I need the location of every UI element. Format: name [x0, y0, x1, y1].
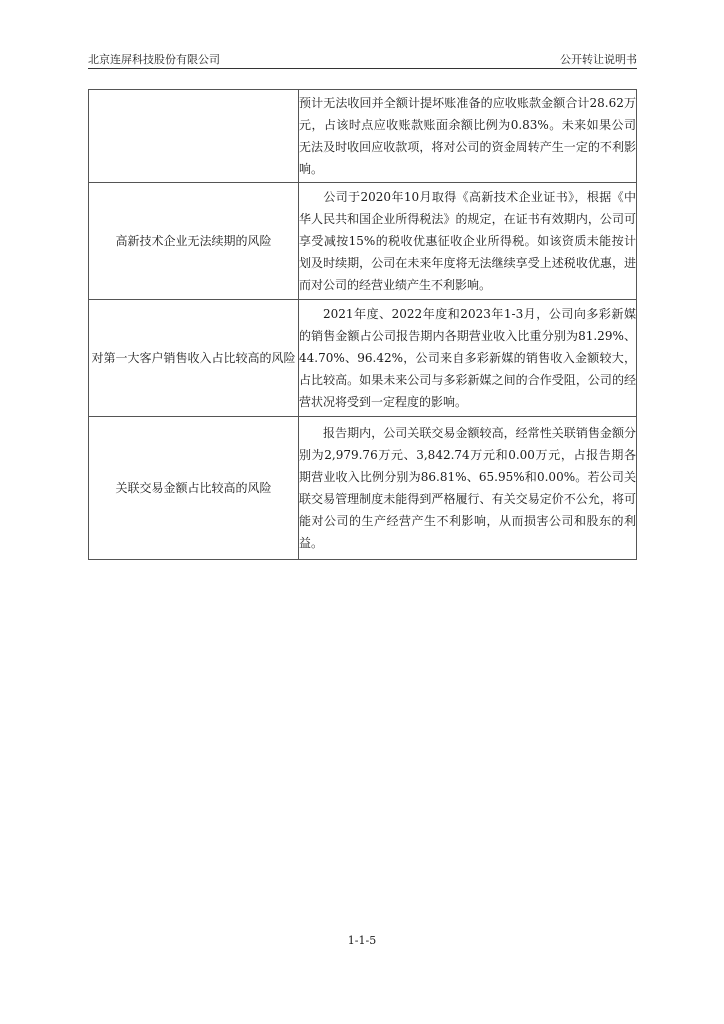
- risk-description-text: 报告期内，公司关联交易金额较高，经常性关联销售金额分别为2,979.76万元、3,842.74万元和0.00万元，占报告期各期营业收入比例分别为86.81%、65.95%和0.00%。若公司关联交易管理制度未能得到严格履行、有关交易定价不公允，将可能对公司的生产经营产生不利影响，从而损害公司和股东的利益。: [299, 426, 636, 550]
- company-name: 北京连屏科技股份有限公司: [88, 53, 220, 66]
- document-title: 公开转让说明书: [560, 53, 637, 66]
- risk-name: [89, 90, 299, 183]
- risk-description: [299, 417, 637, 560]
- page-header: [88, 52, 637, 69]
- risk-name: 关联交易金额占比较高的风险: [89, 417, 299, 560]
- table-row: [89, 183, 637, 300]
- risk-name: 对第一大客户销售收入占比较高的风险: [89, 300, 299, 417]
- table-row: [89, 300, 637, 417]
- table-row: [89, 90, 637, 183]
- page-number: 1-1-5: [347, 934, 377, 947]
- risk-table: [88, 89, 637, 560]
- risk-description: [299, 300, 637, 417]
- risk-description-text: 公司于2020年10月取得《高新技术企业证书》，根据《中华人民共和国企业所得税法》的规定，在证书有效期内，公司可享受减按15%的税收优惠征收企业所得税。如该资质未能按计划及时续期，公司在未来年度将无法继续享受上述税收优惠，进而对公司的经营业绩产生不利影响。: [299, 190, 636, 292]
- table-row: [89, 417, 637, 560]
- risk-description: [299, 183, 637, 300]
- risk-description-text: 2021年度、2022年度和2023年1-3月，公司向多彩新媒的销售金额占公司报告期内各期营业收入比重分别为81.29%、44.70%、96.42%，公司来自多彩新媒的销售收入金额较大，占比较高。如果未来公司与多彩新媒之间的合作受阻，公司的经营状况将受到一定程度的影响。: [299, 307, 636, 409]
- risk-name: 高新技术企业无法续期的风险: [89, 183, 299, 300]
- risk-description: 预计无法收回并全额计提坏账准备的应收账款金额合计28.62万元，占该时点应收账款账面余额比例为0.83%。未来如果公司无法及时收回应收款项，将对公司的资金周转产生一定的不利影响。: [299, 90, 637, 183]
